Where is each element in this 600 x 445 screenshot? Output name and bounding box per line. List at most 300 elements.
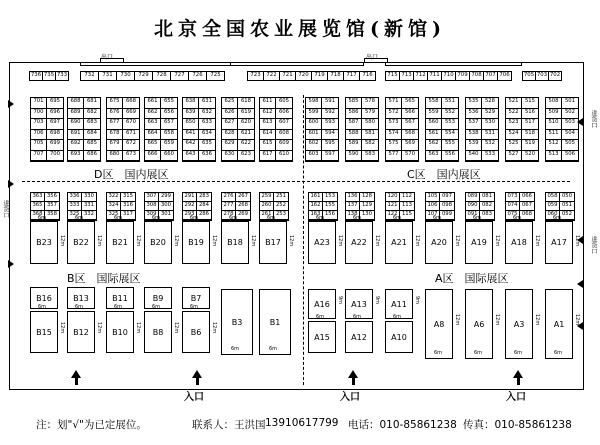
footer-note: 注：划"√"为已定展位。 — [36, 419, 147, 431]
b-booth-top: B16 — [30, 287, 58, 309]
booth-number: 617 — [260, 151, 276, 162]
b-booth-top: B7 — [182, 287, 210, 309]
side-entrance-marker — [577, 118, 583, 126]
booth-number: 593 — [322, 119, 338, 130]
booth-number: 137 — [346, 202, 360, 211]
booth-number: 153 — [323, 193, 337, 202]
booth-number: 669 — [123, 109, 139, 120]
booth-number: 535 — [466, 98, 482, 109]
booth-number: 658 — [161, 130, 177, 141]
booth-number: 656 — [161, 109, 177, 120]
booth-number: 682 — [84, 109, 100, 120]
b-booth-bottom: B8 — [144, 311, 172, 353]
a-booth-top: A13 — [345, 289, 373, 319]
top-booth-cell: 726 — [188, 71, 207, 81]
booth-number: 066 — [520, 193, 534, 202]
booth-number: 688 — [68, 98, 84, 109]
booth-number: 293 — [183, 211, 197, 220]
top-booth-cell: 721 — [279, 71, 296, 81]
booth-number: 620 — [238, 119, 254, 130]
booth-number: 591 — [322, 98, 338, 109]
booth-number: 664 — [145, 130, 161, 141]
booth-number: 128 — [360, 193, 374, 202]
a-booth-top: A16 — [308, 289, 336, 319]
mid-booth: B18 — [221, 221, 249, 264]
booth-number: 696 — [47, 109, 63, 120]
booth-width-label: 6m — [514, 350, 523, 356]
mid-booth: A19 — [465, 221, 493, 264]
booth-number: 521 — [506, 98, 522, 109]
booth-width-label: 6m — [513, 215, 522, 221]
c-zone-booth-block — [345, 97, 379, 162]
booth-width-label: 6m — [316, 215, 325, 221]
footer-phone-number: 13910617799 — [265, 417, 339, 429]
a-booth-large: A8 — [425, 289, 453, 359]
booth-number: 122 — [386, 211, 400, 220]
booth-number: 292 — [183, 202, 197, 211]
booth-number: 260 — [260, 202, 274, 211]
booth-number: 261 — [260, 211, 274, 220]
booth-number: 598 — [306, 98, 322, 109]
booth-number: 661 — [145, 98, 161, 109]
booth-number: 659 — [161, 140, 177, 151]
booth-number: 518 — [522, 130, 538, 141]
booth-number: 699 — [47, 140, 63, 151]
booth-number: 052 — [560, 211, 574, 220]
booth-number: 299 — [159, 193, 173, 202]
top-wall — [80, 62, 232, 66]
entrance-label: 入口 — [184, 392, 204, 403]
booth-height-label: 9m — [374, 296, 380, 305]
booth-number: 533 — [482, 151, 498, 162]
b-booth-top: B11 — [106, 287, 134, 309]
booth-number: 503 — [562, 119, 578, 130]
booth-number: 512 — [546, 140, 562, 151]
booth-number: 639 — [183, 109, 199, 120]
booth-number: 628 — [222, 130, 238, 141]
booth-number: 511 — [546, 130, 562, 141]
booth-number: 610 — [276, 151, 292, 162]
booth-number: 097 — [440, 193, 454, 202]
booth-number: 660 — [161, 151, 177, 162]
booth-width-label: 6m — [75, 304, 84, 310]
side-entrance-marker — [577, 322, 583, 330]
side-entrance-marker — [577, 236, 583, 244]
zone-label-a: A区 国际展区 — [435, 272, 509, 285]
mid-booth: A22 — [345, 221, 373, 264]
booth-number: 560 — [426, 119, 442, 130]
mid-booth: B22 — [67, 221, 95, 264]
b-booth-top: B9 — [144, 287, 172, 309]
booth-height-label: 12m — [250, 235, 256, 247]
a-booth-bottom: A10 — [385, 321, 413, 353]
booth-number: 074 — [506, 202, 520, 211]
booth-number: 663 — [145, 119, 161, 130]
side-exit-left: 进货口 — [2, 200, 9, 218]
booth-number: 552 — [442, 109, 458, 120]
entrance-arrow-stem — [196, 377, 199, 385]
booth-number: 365 — [31, 202, 45, 211]
booth-height-label: 12m — [454, 314, 460, 326]
top-booth-row — [522, 71, 562, 81]
booth-number: 136 — [346, 193, 360, 202]
booth-number: 638 — [183, 98, 199, 109]
booth-height-label: 12m — [574, 235, 580, 247]
booth-width-label: 6m — [433, 215, 442, 221]
booth-width-label: 6m — [473, 215, 482, 221]
booth-width-label: 6m — [434, 350, 443, 356]
mid-booth: A21 — [385, 221, 413, 264]
booth-number: 291 — [183, 193, 197, 202]
zone-label-c: C区 国内展区 — [407, 168, 481, 181]
side-entrance-marker — [8, 100, 14, 108]
booth-number: 627 — [222, 119, 238, 130]
top-booth-cell: 730 — [116, 71, 135, 81]
booth-width-label: 6m — [269, 346, 278, 352]
d-zone-booth-block — [30, 97, 64, 162]
booth-number: 574 — [386, 130, 402, 141]
entrance-arrow-stem — [352, 377, 355, 385]
booth-height-label: 12m — [96, 235, 102, 247]
booth-number: 558 — [426, 98, 442, 109]
booth-width-label: 6m — [353, 215, 362, 221]
booth-number: 703 — [31, 119, 47, 130]
booth-number: 697 — [47, 119, 63, 130]
booth-number: 566 — [402, 109, 418, 120]
d-zone-booth-block — [182, 97, 216, 162]
booth-width-label: 6m — [38, 304, 47, 310]
booth-number: 609 — [276, 140, 292, 151]
booth-number: 630 — [222, 151, 238, 162]
booth-number: 605 — [276, 98, 292, 109]
footer-tel: 电话：010-85861238 — [348, 419, 457, 431]
booth-number: 059 — [546, 202, 560, 211]
booth-number: 330 — [82, 193, 96, 202]
booth-number: 082 — [480, 202, 494, 211]
booth-number: 611 — [260, 98, 276, 109]
booth-number: 517 — [522, 119, 538, 130]
booth-number: 572 — [386, 109, 402, 120]
booth-number: 681 — [84, 98, 100, 109]
booth-number: 695 — [47, 98, 63, 109]
booth-number: 690 — [68, 119, 84, 130]
top-booth-cell: 732 — [80, 71, 99, 81]
booth-number: 597 — [322, 151, 338, 162]
booth-number: 668 — [123, 98, 139, 109]
booth-height-label: 12m — [96, 322, 102, 334]
booth-number: 666 — [145, 151, 161, 162]
zone-label-b: B区 国际展区 — [67, 272, 141, 285]
c-zone-booth-block — [505, 97, 539, 162]
booth-number: 567 — [402, 119, 418, 130]
a-booth-bottom: A15 — [308, 321, 336, 353]
booth-height-label: 12m — [173, 235, 179, 247]
booth-width-label: 6m — [75, 215, 84, 221]
booth-number: 623 — [238, 151, 254, 162]
booth-number: 502 — [562, 109, 578, 120]
top-wall — [230, 62, 364, 66]
b-booth-top: B13 — [67, 287, 95, 309]
booth-number: 622 — [238, 140, 254, 151]
c-zone-booth-block — [425, 97, 459, 162]
booth-number: 587 — [346, 119, 362, 130]
booth-number: 358 — [45, 211, 59, 220]
booth-number: 615 — [260, 140, 276, 151]
booth-number: 504 — [562, 130, 578, 141]
booth-number: 537 — [466, 119, 482, 130]
top-booth-row — [247, 71, 376, 81]
booth-number: 510 — [546, 119, 562, 130]
booth-number: 509 — [546, 109, 562, 120]
booth-number: 625 — [222, 98, 238, 109]
booth-number: 675 — [107, 98, 123, 109]
top-booth-cell: 702 — [548, 71, 562, 81]
booth-number: 665 — [145, 140, 161, 151]
booth-height-label: 12m — [534, 314, 540, 326]
a-booth-bottom: A12 — [345, 321, 373, 353]
booth-number: 678 — [107, 130, 123, 141]
entrance-label: 入口 — [506, 392, 526, 403]
top-booth-cell: 707 — [483, 71, 498, 81]
booth-number: 561 — [426, 130, 442, 141]
booth-number: 606 — [276, 109, 292, 120]
booth-number: 115 — [400, 211, 414, 220]
booth-number: 693 — [68, 151, 84, 162]
booth-number: 331 — [82, 202, 96, 211]
top-booth-cell: 727 — [170, 71, 189, 81]
top-booth-cell: 718 — [327, 71, 344, 81]
booth-number: 508 — [546, 98, 562, 109]
booth-number: 112 — [400, 193, 414, 202]
top-booth-cell: 733 — [55, 71, 69, 81]
booth-number: 569 — [402, 140, 418, 151]
booth-width-label: 6m — [231, 346, 240, 352]
booth-number: 113 — [400, 202, 414, 211]
booth-height-label: 9m — [337, 296, 343, 305]
mid-booth: B17 — [259, 221, 287, 264]
booth-number: 680 — [107, 151, 123, 162]
booth-number: 532 — [482, 140, 498, 151]
booth-number: 633 — [199, 119, 215, 130]
booth-number: 539 — [466, 140, 482, 151]
booth-number: 701 — [31, 98, 47, 109]
top-exit-left: 出口 — [101, 54, 114, 61]
booth-number: 051 — [560, 202, 574, 211]
top-booth-cell: 728 — [152, 71, 171, 81]
booth-number: 705 — [31, 140, 47, 151]
booth-number: 527 — [506, 151, 522, 162]
booth-number: 252 — [274, 202, 288, 211]
booth-height-label: 12m — [211, 235, 217, 247]
booth-width-label: 6m — [553, 215, 562, 221]
booth-width-label: 6m — [114, 304, 123, 310]
booth-width-label: 6m — [353, 314, 362, 320]
booth-number: 554 — [442, 130, 458, 141]
top-booth-cell: 703 — [535, 71, 549, 81]
booth-number: 607 — [276, 119, 292, 130]
booth-number: 050 — [560, 193, 574, 202]
booth-number: 089 — [466, 193, 480, 202]
booth-height-label: 12m — [59, 322, 65, 334]
booth-width-label: 6m — [316, 314, 325, 320]
booth-number: 555 — [442, 140, 458, 151]
booth-number: 309 — [145, 211, 159, 220]
booth-number: 284 — [197, 202, 211, 211]
booth-number: 575 — [386, 140, 402, 151]
booth-number: 686 — [84, 151, 100, 162]
booth-number: 259 — [260, 193, 274, 202]
booth-number: 670 — [123, 119, 139, 130]
booth-width-label: 6m — [393, 215, 402, 221]
booth-number: 629 — [222, 140, 238, 151]
booth-number: 641 — [183, 130, 199, 141]
booth-number: 636 — [199, 151, 215, 162]
c-zone-booth-block — [545, 97, 579, 162]
booth-number: 634 — [199, 130, 215, 141]
top-booth-cell: 735 — [42, 71, 56, 81]
c-zone-booth-block — [465, 97, 499, 162]
booth-number: 706 — [31, 130, 47, 141]
top-booth-cell: 706 — [497, 71, 512, 81]
booth-number: 138 — [346, 211, 360, 220]
booth-height-label: 12m — [574, 314, 580, 326]
booth-height-label: 12m — [494, 235, 500, 247]
booth-height-label: 12m — [414, 235, 420, 247]
booth-number: 315 — [121, 193, 135, 202]
booth-number: 075 — [506, 211, 520, 220]
booth-width-label: 6m — [554, 350, 563, 356]
booth-number: 516 — [522, 109, 538, 120]
top-booth-cell: 719 — [311, 71, 328, 81]
booth-number: 662 — [145, 109, 161, 120]
booth-number: 583 — [362, 151, 378, 162]
booth-number: 156 — [323, 211, 337, 220]
booth-width-label: 6m — [152, 215, 161, 221]
booth-number: 506 — [562, 151, 578, 162]
top-booth-cell: 713 — [399, 71, 414, 81]
booth-number: 673 — [123, 151, 139, 162]
booth-number: 098 — [440, 202, 454, 211]
booth-number: 529 — [482, 109, 498, 120]
booth-number: 650 — [183, 119, 199, 130]
booth-number: 619 — [238, 109, 254, 120]
mid-booth: A20 — [425, 221, 453, 264]
top-booth-cell: 722 — [263, 71, 280, 81]
booth-number: 269 — [236, 211, 250, 220]
entrance-arrow-stem — [517, 377, 520, 385]
booth-number: 600 — [306, 119, 322, 130]
booth-number: 251 — [274, 193, 288, 202]
booth-number: 067 — [520, 202, 534, 211]
booth-number: 571 — [386, 98, 402, 109]
booth-number: 523 — [506, 119, 522, 130]
booth-number: 060 — [546, 211, 560, 220]
booth-height-label: 12m — [534, 235, 540, 247]
booth-number: 332 — [82, 211, 96, 220]
booth-number: 524 — [506, 130, 522, 141]
booth-width-label: 6m — [38, 215, 47, 221]
booth-number: 356 — [45, 193, 59, 202]
booth-number: 685 — [84, 140, 100, 151]
booth-number: 573 — [386, 119, 402, 130]
d-zone-booth-block — [221, 97, 255, 162]
booth-height-label: 12m — [374, 235, 380, 247]
booth-number: 588 — [346, 130, 362, 141]
booth-number: 590 — [346, 151, 362, 162]
booth-number: 579 — [362, 109, 378, 120]
booth-number: 276 — [222, 193, 236, 202]
booth-number: 577 — [386, 151, 402, 162]
booth-height-label: 12m — [211, 322, 217, 334]
booth-number: 684 — [84, 130, 100, 141]
booth-number: 613 — [260, 119, 276, 130]
booth-number: 073 — [506, 193, 520, 202]
booth-number: 513 — [546, 151, 562, 162]
booth-number: 528 — [482, 98, 498, 109]
booth-width-label: 6m — [474, 350, 483, 356]
booth-number: 568 — [402, 130, 418, 141]
booth-number: 129 — [360, 202, 374, 211]
top-booth-cell: 711 — [427, 71, 442, 81]
booth-number: 357 — [45, 202, 59, 211]
booth-width-label: 6m — [267, 215, 276, 221]
booth-number: 253 — [274, 211, 288, 220]
side-exit-right-bottom: 进货口 — [590, 236, 597, 254]
booth-number: 317 — [121, 211, 135, 220]
booth-number: 531 — [482, 130, 498, 141]
booth-number: 691 — [68, 130, 84, 141]
booth-number: 698 — [47, 130, 63, 141]
footer-contact: 联系人：王洪国 — [192, 419, 266, 431]
a-booth-top: A11 — [385, 289, 413, 319]
booth-number: 105 — [426, 193, 440, 202]
booth-number: 325 — [68, 211, 82, 220]
booth-number: 679 — [107, 140, 123, 151]
side-entrance-marker — [577, 280, 583, 288]
booth-number: 618 — [238, 98, 254, 109]
mid-booth: B21 — [106, 221, 134, 264]
booth-number: 283 — [197, 193, 211, 202]
booth-number: 692 — [68, 140, 84, 151]
top-booth-cell: 709 — [455, 71, 470, 81]
top-booth-cell: 716 — [359, 71, 376, 81]
booth-number: 551 — [442, 98, 458, 109]
booth-width-label: 6m — [190, 304, 199, 310]
booth-number: 631 — [199, 98, 215, 109]
booth-number: 301 — [159, 211, 173, 220]
booth-number: 553 — [442, 119, 458, 130]
d-zone-booth-block — [259, 97, 293, 162]
booth-number: 578 — [362, 98, 378, 109]
booth-height-label: 12m — [454, 235, 460, 247]
booth-height-label: 12m — [135, 235, 141, 247]
top-booth-cell: 736 — [29, 71, 43, 81]
booth-number: 519 — [522, 140, 538, 151]
booth-number: 120 — [386, 193, 400, 202]
booth-number: 333 — [68, 202, 82, 211]
booth-height-label: 9m — [414, 296, 420, 305]
booth-height-label: 12m — [173, 322, 179, 334]
top-booth-row — [385, 71, 512, 81]
booth-number: 562 — [426, 140, 442, 151]
booth-number: 505 — [562, 140, 578, 151]
top-exit-right: 出口 — [366, 54, 379, 61]
booth-number: 130 — [360, 211, 374, 220]
top-booth-cell: 708 — [469, 71, 484, 81]
booth-number: 107 — [426, 211, 440, 220]
booth-number: 300 — [159, 202, 173, 211]
booth-number: 324 — [107, 202, 121, 211]
